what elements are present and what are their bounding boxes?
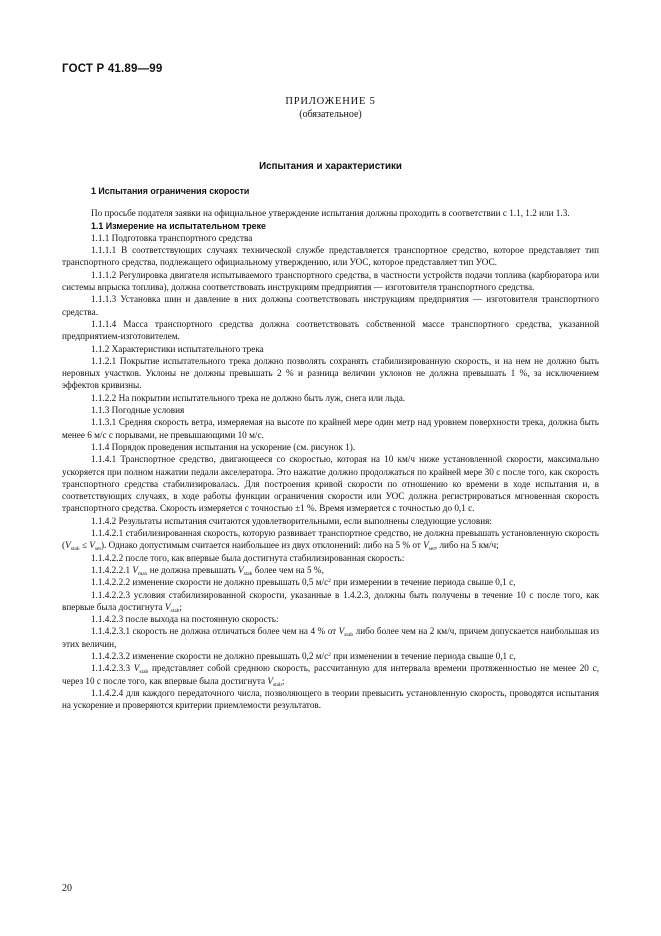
paragraph-acceleration-condition: 1.1.4.2.2.2 изменение скорости не должно превышать 0,5 $м/с^2$ при измерении в течение периода свыше 0,1 с, — [91, 577, 516, 588]
standard-header: ГОСТ Р 41.89—99 — [62, 63, 163, 75]
paragraph-vmax-condition: 1.1.4.2.2.1 $V_{max}$ не должна превышать $V_{stab}$ более чем на 5 %, — [91, 564, 324, 577]
heading-speed-limit-tests: 1 Испытания ограничения скорости — [91, 186, 250, 196]
paragraph: 1.1.2.2 На покрытии испытательного трека не должно быть луж, снега или льда. — [91, 392, 406, 403]
paragraph: 1.1.2 Характеристики испытательного трека — [91, 343, 264, 354]
paragraph: По просьбе подателя заявки на официальное утверждение испытания должны проходить в соответствии с 1.1, 1.2 или 1.3. — [91, 208, 570, 219]
paragraph: 1.1.2.1 Покрытие испытательного трека должно позволять сохранять стабилизированную скорость, и на нем не должно быть неровных участков. Уклоны не должны превышать 2 % и разница величин уклонов не должна превышать 1 %, за исключением эффектов кривизны. — [62, 355, 599, 391]
paragraph: 1.1.4.2.2 после того, как впервые была достигнута стабилизированная скорость: — [91, 552, 405, 563]
paragraph: 1.1.3 Погодные условия — [91, 405, 185, 416]
section-title: Испытания и характеристики — [259, 161, 402, 172]
paragraph: 1.1.4.1 Транспортное средство, двигающееся со скоростью, которая на 10 км/ч ниже установленной скорости, максимально ускоряется при полном нажатии педали акселератора. Это нажатие должно продолжаться по крайней мере 30 с после того, как скорость транспортного средства стабилизировалась. Для построения кривой скорости по отношению ко времени в ходе испытания и, в соответствующих случаях, в ходе работы функции ограничения скорости или УОС должна регистрироваться мгновенная скорость транспортного средства. Скорость измеряется с точностью ±1 %. Время измеряется с точностью до 0,1 с. — [62, 454, 599, 514]
paragraph: 1.1.4 Порядок проведения испытания на ускорение (см. рисунок 1). — [91, 441, 356, 452]
paragraph: 1.1.1.2 Регулировка двигателя испытываемого транспортного средства, в частности устройств подачи топлива (карбюратора или системы впрыска топлива), должна соответствовать инструкциям предприятия — изготовителя транспортного средства. — [62, 269, 599, 293]
paragraph: 1.1.1.4 Масса транспортного средства должна соответствовать собственной массе транспортного средства, указанной предприятием-изготовителем. — [62, 318, 599, 342]
paragraph: 1.1.1.3 Установка шин и давление в них должны соответствовать инструкциям предприятия — изготовителя транспортного средства. — [62, 294, 599, 317]
paragraph: 1.1.1 Подготовка транспортного средства — [91, 232, 253, 243]
heading-test-track-measurement: 1.1 Измерение на испытательном треке — [91, 220, 266, 231]
paragraph-vstab-definition: 1.1.4.2.3.3 $V_{stab}$ представляет собой среднюю скорость, рассчитанную для интервала времени протяженностью не менее 20 с, через 10 с после того, как впервые была достигнута $V_{stab}$; — [62, 663, 599, 688]
paragraph-speed-deviation: 1.1.4.2.3.1 скорость не должна отличаться более чем на 4 % от $V_{stab}$ либо более чем на 2 км/ч, причем допускается наибольшая из этих величин, — [62, 626, 599, 649]
page-number: 20 — [62, 883, 72, 894]
paragraph-stabilization-time: 1.1.4.2.2.3 условия стабилизированной скорости, указанные в 1.4.2.3, должны быть получены в течение 10 с после того, как впервые была достигнута $V_{stab}$; — [62, 589, 599, 614]
paragraph: 1.1.4.2 Результаты испытания считаются удовлетворительными, если выполнены следующие условия: — [91, 515, 492, 526]
appendix-subtitle: (обязательное) — [299, 109, 362, 120]
paragraph: 1.1.4.2.3 после выхода на постоянную скорость: — [91, 614, 279, 625]
appendix-title: ПРИЛОЖЕНИЕ 5 — [285, 96, 376, 107]
paragraph: 1.1.4.2.4 для каждого передаточного числа, позволяющего в теории превысить установленную скорость, проводятся испытания на ускорение и проверяются критерии приемлемости результатов. — [62, 687, 599, 711]
paragraph-speed-change: 1.1.4.2.3.2 изменение скорости не должно превышать 0,2 $м/с^2$ при изменении в течение периода свыше 0,1 с, — [91, 650, 516, 661]
paragraph: 1.1.1.1 В соответствующих случаях технической службе представляется транспортное средство, которое представляет тип транспортного средства, подлежащего официальному утверждению, или УОС, которое представляет тип УОС. — [62, 245, 599, 268]
paragraph-stab-speed-condition: 1.1.4.2.1 стабилизированная скорость, которую развивает транспортное средство, не должна превышать установленную скорость $(V_{stab} \le V_{set})$. Однако допустимым считается наибольшее из двух отклонений: либо на 5 % от $V_{set}$, либо на 5 км/ч; — [62, 528, 599, 553]
document-body — [62, 185, 599, 711]
paragraph: 1.1.3.1 Средняя скорость ветра, измеряемая на высоте по крайней мере один метр над уровнем поверхности трека, должна быть менее 6 м/с с порывами, не превышающими 10 м/с. — [62, 417, 599, 440]
